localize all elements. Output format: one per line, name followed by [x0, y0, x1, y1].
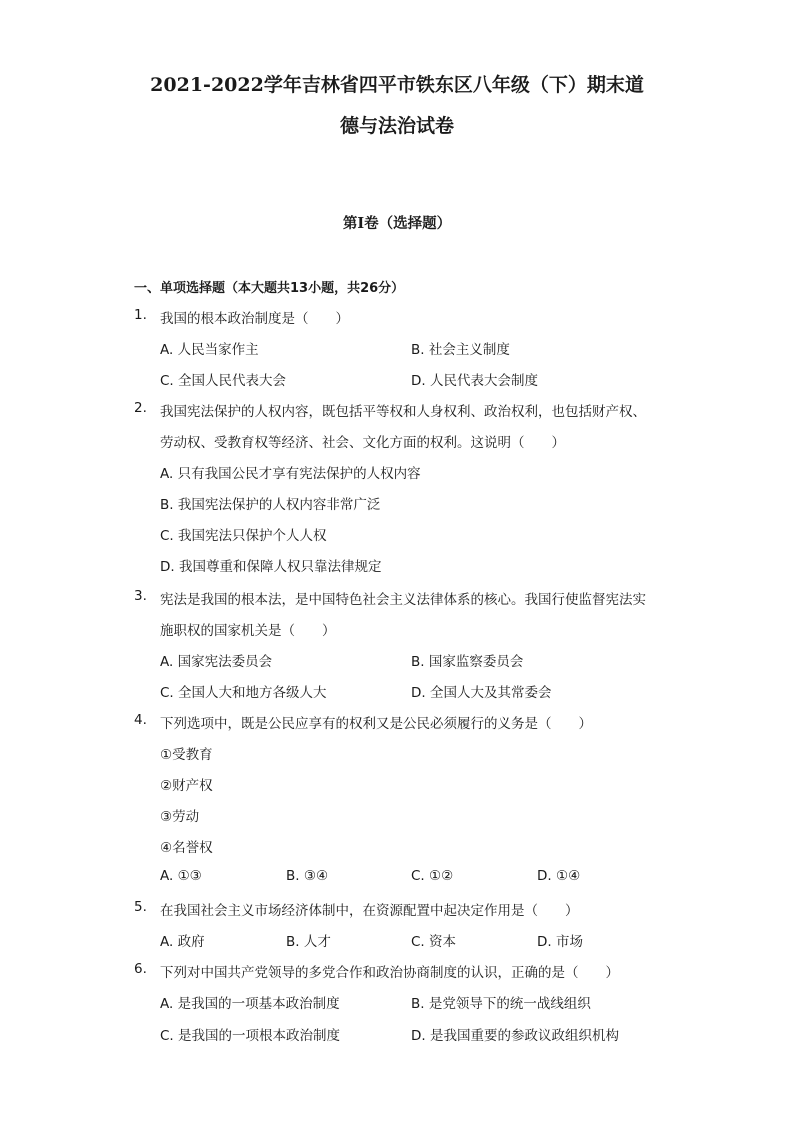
question-number: 3.	[134, 588, 147, 604]
option-c: C. 资本	[411, 934, 457, 950]
part-heading: 第Ⅰ卷（选择题）	[342, 215, 452, 232]
exam-title-line-2: 德与法治试卷	[339, 115, 454, 137]
option-b: B. 是党领导下的统一战线组织	[411, 996, 591, 1012]
option-a: A. ①③	[160, 868, 202, 884]
question-text: 劳动权、受教育权等经济、社会、文化方面的权利。这说明（ ）	[160, 435, 565, 451]
exam-title-line-1: 2021-2022学年吉林省四平市铁东区八年级（下）期末道	[150, 74, 644, 96]
option-c: C. 全国人大和地方各级人大	[160, 685, 327, 701]
option-d: D. 是我国重要的参政议政组织机构	[411, 1028, 619, 1044]
option-d: D. 人民代表大会制度	[411, 373, 538, 389]
option-a: A. 政府	[160, 934, 205, 950]
statement-item: ③劳动	[160, 809, 200, 825]
option-a: A. 只有我国公民才享有宪法保护的人权内容	[160, 466, 421, 482]
option-c: C. 全国人民代表大会	[160, 373, 287, 389]
option-d: D. 市场	[537, 934, 583, 950]
option-a: A. 国家宪法委员会	[160, 654, 273, 670]
option-a: A. 人民当家作主	[160, 342, 259, 358]
option-b: B. 人才	[286, 934, 331, 950]
question-text: 下列对中国共产党领导的多党合作和政治协商制度的认识，正确的是（ ）	[160, 965, 619, 981]
option-b: B. 我国宪法保护的人权内容非常广泛	[160, 497, 381, 513]
option-b: B. ③④	[286, 868, 329, 884]
question-number: 5.	[134, 899, 147, 915]
question-number: 2.	[134, 400, 147, 416]
option-d: D. 我国尊重和保障人权只靠法律规定	[160, 559, 382, 575]
option-c: C. 我国宪法只保护个人人权	[160, 528, 327, 544]
question-text: 在我国社会主义市场经济体制中，在资源配置中起决定作用是（ ）	[160, 903, 579, 919]
option-d: D. 全国人大及其常委会	[411, 685, 552, 701]
question-number: 1.	[134, 307, 147, 323]
statement-item: ②财产权	[160, 778, 213, 794]
option-a: A. 是我国的一项基本政治制度	[160, 996, 340, 1012]
question-text: 施职权的国家机关是（ ）	[160, 623, 336, 639]
option-b: B. 社会主义制度	[411, 342, 510, 358]
question-text: 我国的根本政治制度是（ ）	[160, 311, 349, 327]
section-heading: 一、单项选择题（本大题共13小题，共26分）	[134, 281, 405, 296]
option-b: B. 国家监察委员会	[411, 654, 524, 670]
question-text: 下列选项中，既是公民应享有的权利又是公民必须履行的义务是（ ）	[160, 716, 592, 732]
question-number: 4.	[134, 712, 147, 728]
option-d: D. ①④	[537, 868, 581, 884]
option-c: C. 是我国的一项根本政治制度	[160, 1028, 341, 1044]
statement-item: ①受教育	[160, 747, 213, 763]
option-c: C. ①②	[411, 868, 454, 884]
statement-item: ④名誉权	[160, 840, 213, 856]
question-number: 6.	[134, 961, 147, 977]
question-text: 宪法是我国的根本法，是中国特色社会主义法律体系的核心。我国行使监督宪法实	[160, 592, 646, 608]
question-text: 我国宪法保护的人权内容，既包括平等权和人身权利、政治权利，也包括财产权、	[160, 404, 646, 420]
